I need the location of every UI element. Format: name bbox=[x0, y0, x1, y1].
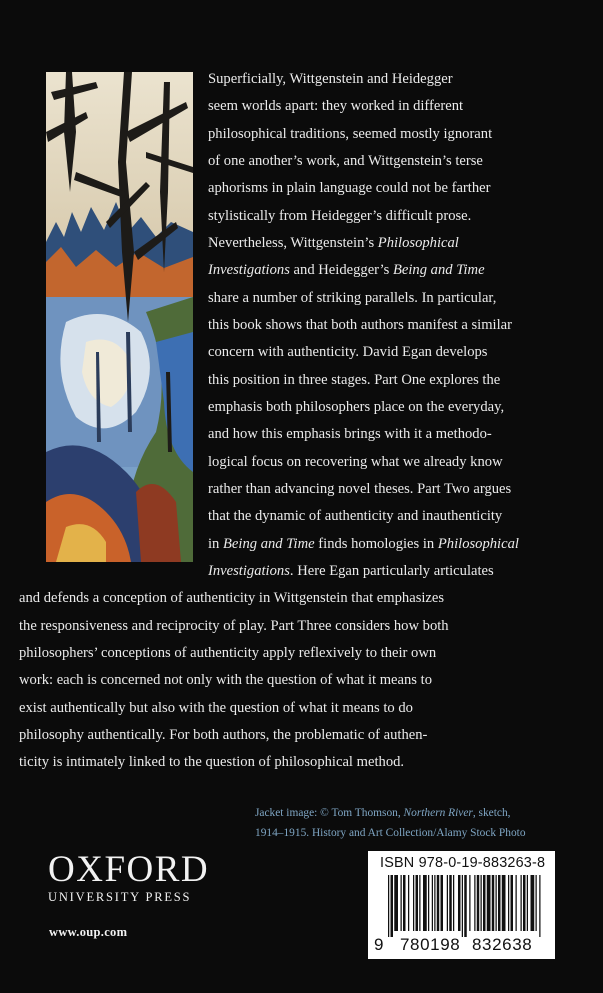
blurb-line-17: that the dynamic of authenticity and inauthenticity bbox=[208, 508, 503, 524]
barcode-bar bbox=[523, 875, 526, 931]
barcode-bar bbox=[474, 875, 475, 931]
barcode-bar bbox=[441, 875, 444, 931]
barcode-bar bbox=[434, 875, 435, 931]
barcode-lead-digit: 9 bbox=[374, 935, 385, 954]
blurb-line-19: Investigations. Here Egan particularly articulates bbox=[208, 563, 494, 579]
barcode-digits-left: 780198 bbox=[400, 935, 461, 954]
barcode-bar bbox=[428, 875, 429, 931]
credit-line-2: 1914–1915. History and Art Collection/Alamy Stock Photo bbox=[255, 827, 526, 839]
barcode-bar bbox=[477, 875, 480, 931]
blurb-line-20: and defends a conception of authenticity in Wittgenstein that emphasizes bbox=[19, 590, 445, 606]
blurb-line-23: work: each is concerned not only with the question of what it means to bbox=[19, 672, 432, 688]
barcode-bar bbox=[403, 875, 406, 931]
blurb-line-6: stylistically from Heidegger’s difficult prose. bbox=[208, 207, 472, 224]
barcode-bar bbox=[508, 875, 509, 931]
isbn-label: ISBN 978-0-19-883263-8 bbox=[380, 855, 546, 871]
barcode-bar bbox=[539, 875, 540, 937]
barcode-bar bbox=[413, 875, 414, 931]
blurb-line-26: ticity is intimately linked to the question of philosophical method. bbox=[19, 754, 405, 770]
barcode-bar bbox=[408, 875, 409, 931]
barcode-bar bbox=[487, 875, 491, 931]
barcode-bar bbox=[531, 875, 535, 931]
credit-line-1: Jacket image: © Tom Thomson, Northern River, sketch, bbox=[255, 807, 511, 819]
blurb-line-2: seem worlds apart: they worked in different bbox=[208, 98, 464, 114]
blurb-line-22: philosophers’ conceptions of authenticity apply reflexively to their own bbox=[19, 645, 437, 661]
blurb-line-9: share a number of striking parallels. In particular, bbox=[208, 289, 497, 306]
barcode-bar bbox=[481, 875, 482, 931]
barcode-bar bbox=[511, 875, 514, 931]
barcode-bar bbox=[502, 875, 506, 931]
blurb-line-1: Superficially, Wittgenstein and Heidegger bbox=[208, 71, 453, 87]
barcode-bar bbox=[483, 875, 486, 931]
barcode-bar bbox=[449, 875, 452, 931]
publisher-logo bbox=[48, 849, 210, 905]
barcode-bar bbox=[516, 875, 517, 931]
barcode-bar bbox=[391, 875, 394, 937]
barcode-bar bbox=[462, 875, 463, 937]
barcode-bar bbox=[388, 875, 389, 937]
barcode-bar bbox=[401, 875, 402, 931]
publisher-name: OXFORD bbox=[48, 849, 210, 890]
blurb-line-14: and how this emphasis brings with it a methodo- bbox=[208, 426, 492, 442]
blurb-line-24: exist authentically but also with the question of what it means to do bbox=[19, 699, 413, 716]
barcode-bar bbox=[521, 875, 522, 931]
barcode-bar bbox=[416, 875, 419, 931]
blurb-line-12: this position in three stages. Part One explores the bbox=[208, 371, 501, 388]
blurb-line-4: of one another’s work, and Wittgenstein’s terse bbox=[208, 153, 483, 169]
barcode-bar bbox=[527, 875, 528, 931]
barcode-bar bbox=[432, 875, 433, 931]
barcode-bar bbox=[423, 875, 427, 931]
blurb-line-7: Nevertheless, Wittgenstein’s Philosophical bbox=[208, 235, 459, 251]
barcode-bar bbox=[453, 875, 454, 931]
blurb-line-16: rather than advancing novel theses. Part Two argues bbox=[208, 481, 512, 497]
barcode-bar bbox=[469, 875, 470, 931]
barcode-bar bbox=[498, 875, 501, 931]
barcode-bar bbox=[464, 875, 467, 937]
barcode-bar bbox=[458, 875, 461, 931]
blurb-line-18: in Being and Time finds homologies in Philosophical bbox=[208, 535, 519, 552]
blurb-line-10: this book shows that both authors manifest a similar bbox=[208, 317, 513, 333]
barcode-bar bbox=[394, 875, 398, 931]
blurb-line-11: concern with authenticity. David Egan develops bbox=[208, 344, 488, 360]
publisher-website: www.oup.com bbox=[49, 925, 128, 939]
blurb-line-8: Investigations and Heidegger’s Being and Time bbox=[208, 262, 485, 278]
barcode-bar bbox=[437, 875, 440, 931]
blurb-line-3: philosophical traditions, seemed mostly ignorant bbox=[208, 125, 493, 142]
barcode-bar bbox=[492, 875, 495, 931]
barcode-digits-right: 832638 bbox=[472, 935, 533, 954]
blurb-line-25: philosophy authentically. For both authors, the problematic of authen- bbox=[19, 727, 428, 743]
blurb-line-21: the responsiveness and reciprocity of play. Part Three considers how both bbox=[19, 617, 449, 634]
cover-painting bbox=[46, 72, 193, 562]
barcode-bar bbox=[496, 875, 497, 931]
barcode-bar bbox=[447, 875, 448, 931]
jacket-image-credit bbox=[255, 803, 555, 843]
blurb-line-13: emphasis both philosophers place on the everyday, bbox=[208, 399, 505, 415]
blurb-line-15: logical focus on recovering what we already know bbox=[208, 453, 503, 470]
isbn-barcode bbox=[368, 851, 555, 959]
blurb-line-5: aphorisms in plain language could not be farther bbox=[208, 180, 491, 196]
publisher-subtitle: UNIVERSITY PRESS bbox=[48, 890, 192, 904]
barcode-bar bbox=[419, 875, 420, 931]
barcode-bar bbox=[536, 875, 537, 931]
